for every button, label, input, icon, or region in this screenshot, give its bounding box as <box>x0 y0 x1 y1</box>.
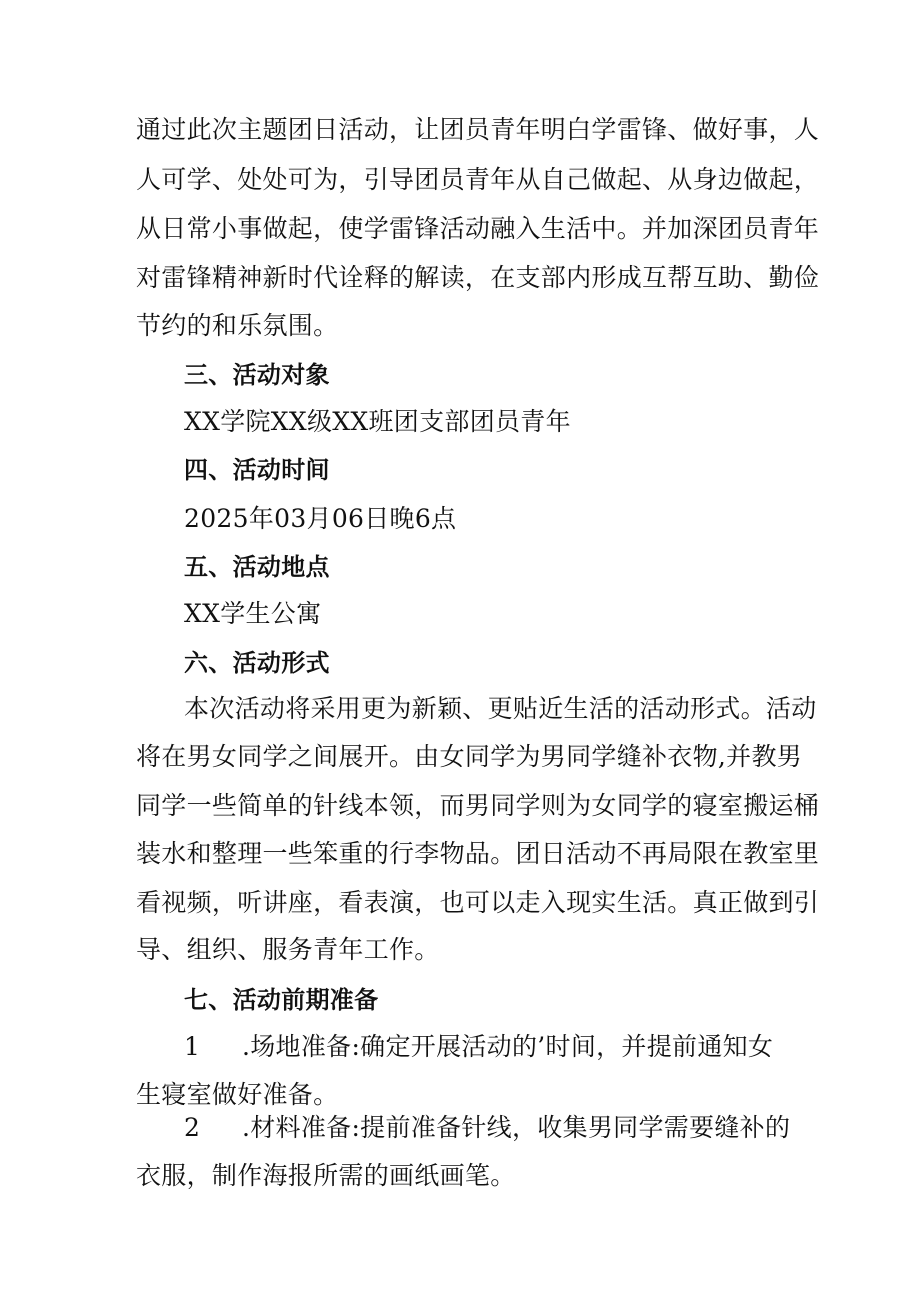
section-7-heading: 七、活动前期准备 <box>184 986 379 1014</box>
intro-line-4: 对雷锋精神新时代诠释的解读，在支部内形成互帮互助、勤俭 <box>136 263 820 292</box>
prep-item-2-text: .材料准备:提前准备针线，收集男同学需要缝补的 <box>242 1113 791 1142</box>
section-5-content: XX学生公寓 <box>184 599 322 628</box>
prep-item-1 <box>184 1031 796 1063</box>
prep-item-2-continued: 衣服，制作海报所需的画纸画笔。 <box>136 1161 516 1190</box>
intro-line-3: 从日常小事做起，使学雷锋活动融入生活中。并加深团员青年 <box>136 214 820 243</box>
section-6-line-4: 装水和整理一些笨重的行李物品。团日活动不再局限在教室里 <box>136 839 820 868</box>
intro-line-5: 节约的和乐氛围。 <box>136 311 339 340</box>
section-6-line-3: 同学一些简单的针线本领，而男同学则为女同学的寝室搬运桶 <box>136 791 820 820</box>
section-6-line-5: 看视频，听讲座，看表演，也可以走入现实生活。真正做到引 <box>136 888 820 917</box>
section-6-line-1: 本次活动将采用更为新颖、更贴近生活的活动形式。活动 <box>184 694 817 723</box>
intro-line-1: 通过此次主题团日活动，让团员青年明白学雷锋、做好事，人 <box>136 115 820 144</box>
prep-item-2 <box>184 1112 796 1144</box>
prep-item-1-continued: 生寝室做好准备。 <box>136 1080 339 1109</box>
section-6-line-2: 将在男女同学之间展开。由女同学为男同学缝补衣物,并教男 <box>136 742 803 771</box>
section-3-heading: 三、活动对象 <box>184 361 330 389</box>
prep-item-1-number: 1 <box>184 1032 201 1061</box>
intro-line-2: 人可学、处处可为，引导团员青年从自己做起、从身边做起， <box>136 165 820 194</box>
section-5-heading: 五、活动地点 <box>184 553 330 581</box>
section-4-heading: 四、活动时间 <box>184 456 330 484</box>
section-3-content: XX学院XX级XX班团支部团员青年 <box>184 407 571 436</box>
prep-item-1-text: .场地准备:确定开展活动的’时间，并提前通知女 <box>242 1032 774 1061</box>
section-6-heading: 六、活动形式 <box>184 649 330 677</box>
section-4-content: 2025年03月06日晚6点 <box>184 504 457 533</box>
section-6-line-6: 导、组织、服务青年工作。 <box>136 935 440 964</box>
prep-item-2-number: 2 <box>184 1113 201 1142</box>
